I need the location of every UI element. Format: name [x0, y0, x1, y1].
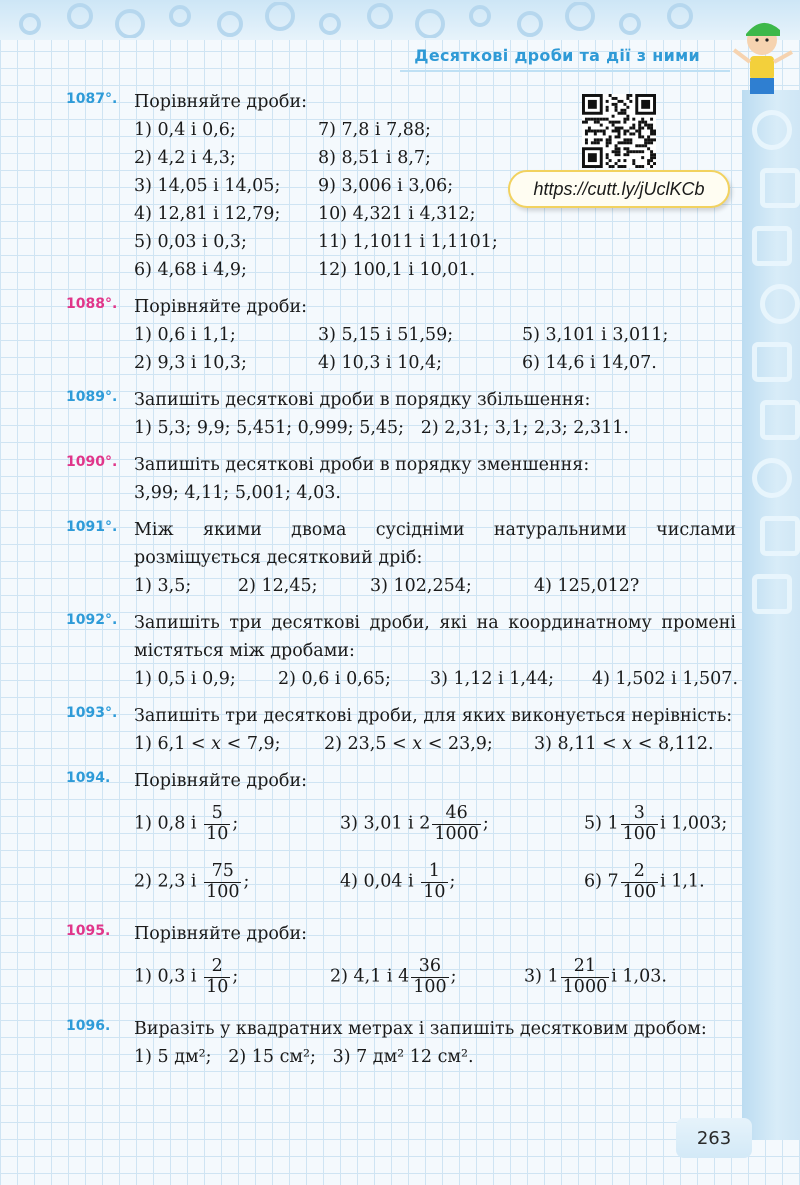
decor-digits	[10, 2, 730, 40]
exercise-text: Порівняйте дроби:	[134, 771, 308, 791]
item: 11) 1,1011 і 1,1101;	[318, 232, 498, 252]
mascot-illustration	[728, 0, 800, 100]
item-part: 5) 1	[584, 813, 619, 834]
decor-shape	[752, 226, 792, 266]
item: 2) 9,3 і 10,3;	[134, 353, 247, 373]
denominator: 100	[622, 881, 657, 902]
item	[134, 862, 340, 902]
exercise-text: Порівняйте дроби:	[134, 92, 308, 112]
item-part: 2) 2,3 і	[134, 871, 203, 892]
numerator: 46	[445, 803, 468, 824]
fraction	[421, 862, 447, 902]
item	[584, 862, 705, 902]
denominator: 10	[206, 823, 229, 844]
item: 2) 4,2 і 4,3;	[134, 148, 236, 168]
decor-shape	[417, 11, 443, 37]
denominator: 100	[206, 881, 240, 902]
exercise-1087	[66, 88, 736, 284]
exercise-1091	[66, 516, 736, 600]
exercise-number: 1093°.	[66, 705, 118, 721]
decor-shape	[69, 5, 91, 27]
exercise-line: 1) 5,3; 9,9; 5,451; 0,999; 5,45; 2) 2,31; 3,1; 2,3; 2,311.	[134, 418, 629, 438]
header-rule	[400, 70, 730, 72]
decor-shape	[760, 400, 800, 440]
variable: x	[622, 734, 633, 754]
item-part: 1) 6,1 <	[134, 734, 212, 754]
fraction	[432, 804, 481, 844]
decor-shape	[219, 13, 241, 35]
exercise-number: 1090°.	[66, 454, 118, 470]
numerator: 36	[418, 956, 442, 977]
qr-link[interactable]: https://cutt.ly/jUclKCb	[508, 170, 730, 208]
numerator: 21	[573, 956, 597, 977]
item: 5) 0,03 і 0,3;	[134, 232, 247, 252]
decor-shape	[171, 7, 189, 25]
decor-shape	[21, 15, 39, 33]
item	[134, 804, 340, 844]
item-part: 1) 0,8 і	[134, 813, 203, 834]
item: 3) 102,254;	[370, 576, 472, 596]
decor-shape	[369, 5, 391, 27]
numerator: 2	[211, 956, 223, 977]
decor-shape	[567, 3, 593, 29]
item: 6) 4,68 і 4,9;	[134, 260, 247, 280]
numerator: 1	[428, 861, 440, 882]
fraction	[411, 957, 448, 997]
item: 4) 125,012?	[534, 576, 640, 596]
exercise-text: Запишіть десяткові дроби в порядку збільшення:	[134, 390, 591, 410]
page-number: 263	[676, 1118, 752, 1158]
decor-shape	[752, 342, 792, 382]
fraction	[621, 804, 658, 844]
item-part: < 23,9;	[422, 734, 493, 754]
denominator: 10	[206, 976, 229, 997]
item: 3) 14,05 і 14,05;	[134, 176, 281, 196]
item: 1) 3,5;	[134, 576, 192, 596]
exercise-1095	[66, 920, 736, 1006]
item: 1) 0,5 і 0,9;	[134, 669, 236, 689]
item-part: < 7,9;	[221, 734, 281, 754]
decor-shapes	[10, 2, 730, 38]
fraction	[204, 862, 241, 902]
fraction	[561, 957, 610, 997]
denominator: 10	[423, 881, 446, 902]
exercise-text: Запишіть три десяткові дроби, які на координатному промені містяться між дробами:	[134, 613, 736, 661]
item: 1) 0,6 і 1,1;	[134, 325, 236, 345]
item	[524, 957, 667, 997]
item-part: ;	[232, 813, 239, 834]
denominator: 1000	[562, 976, 608, 997]
decor-shape	[117, 11, 143, 37]
decor-shape	[760, 516, 800, 556]
item: 1) 0,4 і 0,6;	[134, 120, 236, 140]
numerator: 3	[633, 803, 645, 824]
exercise-line: 1) 5 дм²; 2) 15 см²; 3) 7 дм² 12 см².	[134, 1047, 474, 1067]
exercise-number: 1088°.	[66, 296, 118, 312]
item	[534, 730, 754, 758]
exercise-number: 1094.	[66, 770, 111, 786]
item-part: ;	[243, 871, 250, 892]
exercise-number: 1091°.	[66, 519, 118, 535]
item-part: 3) 8,11 <	[534, 734, 623, 754]
item	[340, 804, 584, 844]
item-part: ;	[450, 966, 457, 987]
item-part: ;	[482, 813, 489, 834]
exercise-number: 1087°.	[66, 91, 118, 107]
exercise-text: Виразіть у квадратних метрах і запишіть десятковим дробом:	[134, 1019, 707, 1039]
decor-shape	[471, 7, 489, 25]
item: 4) 1,502 і 1,507.	[592, 669, 739, 689]
fraction	[204, 804, 230, 844]
item	[134, 730, 320, 758]
decor-shape	[267, 3, 293, 29]
exercise-1096	[66, 1015, 736, 1071]
item-part: і 1,1.	[660, 871, 705, 892]
denominator: 100	[413, 976, 447, 997]
item-part: і 1,003;	[660, 813, 728, 834]
item: 2) 0,6 і 0,65;	[278, 669, 391, 689]
item: 3) 1,12 і 1,44;	[430, 669, 555, 689]
exercise-list	[66, 88, 739, 1080]
decor-shape	[752, 574, 792, 614]
top-decor-band	[0, 0, 800, 40]
denominator: 1000	[434, 823, 479, 844]
exercise-number: 1089°.	[66, 389, 118, 405]
variable: x	[412, 734, 423, 754]
item: 2) 12,45;	[238, 576, 318, 596]
numerator: 75	[211, 861, 234, 882]
item: 4) 10,3 і 10,4;	[318, 353, 443, 373]
decor-shape	[669, 5, 691, 27]
item	[324, 730, 530, 758]
item	[340, 862, 584, 902]
exercise-1094	[66, 767, 736, 911]
item-part: 4) 0,04 і	[340, 871, 420, 892]
fraction	[621, 862, 658, 902]
item: 3) 5,15 і 51,59;	[318, 325, 454, 345]
exercise-text: Запишіть десяткові дроби в порядку зменшення:	[134, 455, 590, 475]
decor-shape	[760, 284, 800, 324]
variable: x	[211, 734, 222, 754]
item-part: 2) 23,5 <	[324, 734, 413, 754]
chapter-title: Десяткові дроби та дії з ними	[414, 46, 700, 65]
item: 10) 4,321 і 4,312;	[318, 204, 476, 224]
item-part: 6) 7	[584, 871, 619, 892]
item: 4) 12,81 і 12,79;	[134, 204, 281, 224]
item-part: і 1,03.	[611, 966, 667, 987]
exercise-1092	[66, 609, 739, 693]
item-part: < 8,112.	[632, 734, 714, 754]
item-part: ;	[232, 966, 239, 987]
exercise-text: Порівняйте дроби:	[134, 297, 308, 317]
exercise-1088	[66, 293, 736, 377]
exercise-1090	[66, 451, 736, 507]
item-part: ;	[449, 871, 456, 892]
item: 5) 3,101 і 3,011;	[522, 325, 669, 345]
numerator: 5	[211, 803, 223, 824]
decor-shape	[760, 168, 800, 208]
fraction	[204, 957, 230, 997]
denominator: 100	[622, 823, 657, 844]
numerator: 2	[633, 861, 645, 882]
item: 6) 14,6 і 14,07.	[522, 353, 657, 373]
item: 12) 100,1 і 10,01.	[318, 260, 476, 280]
item-part: 2) 4,1 і 4	[330, 966, 410, 987]
exercise-number: 1096.	[66, 1018, 111, 1034]
exercise-number: 1095.	[66, 923, 111, 939]
item-part: 1) 0,3 і	[134, 966, 203, 987]
exercise-number: 1092°.	[66, 612, 118, 628]
item: 8) 8,51 і 8,7;	[318, 148, 431, 168]
exercise-text: Порівняйте дроби:	[134, 924, 308, 944]
decor-shape	[752, 458, 792, 498]
decor-shape	[321, 15, 339, 33]
exercise-1089	[66, 386, 736, 442]
item: 9) 3,006 і 3,06;	[318, 176, 454, 196]
exercise-line: 3,99; 4,11; 5,001; 4,03.	[134, 483, 341, 503]
item	[584, 804, 727, 844]
item-part: 3) 1	[524, 966, 559, 987]
item-part: 3) 3,01 і 2	[340, 813, 431, 834]
item	[134, 957, 330, 997]
decor-shape	[621, 15, 639, 33]
item: 7) 7,8 і 7,88;	[318, 120, 431, 140]
right-decor-strip	[742, 90, 800, 1140]
exercise-text: Запишіть три десяткові дроби, для яких виконується нерівність:	[134, 706, 733, 726]
decor-shape	[752, 110, 792, 150]
exercise-1093	[66, 702, 736, 758]
item	[330, 957, 524, 997]
exercise-text: Між якими двома сусідніми натуральними числами розміщується десятковий дріб:	[134, 520, 736, 568]
decor-shape	[519, 13, 541, 35]
